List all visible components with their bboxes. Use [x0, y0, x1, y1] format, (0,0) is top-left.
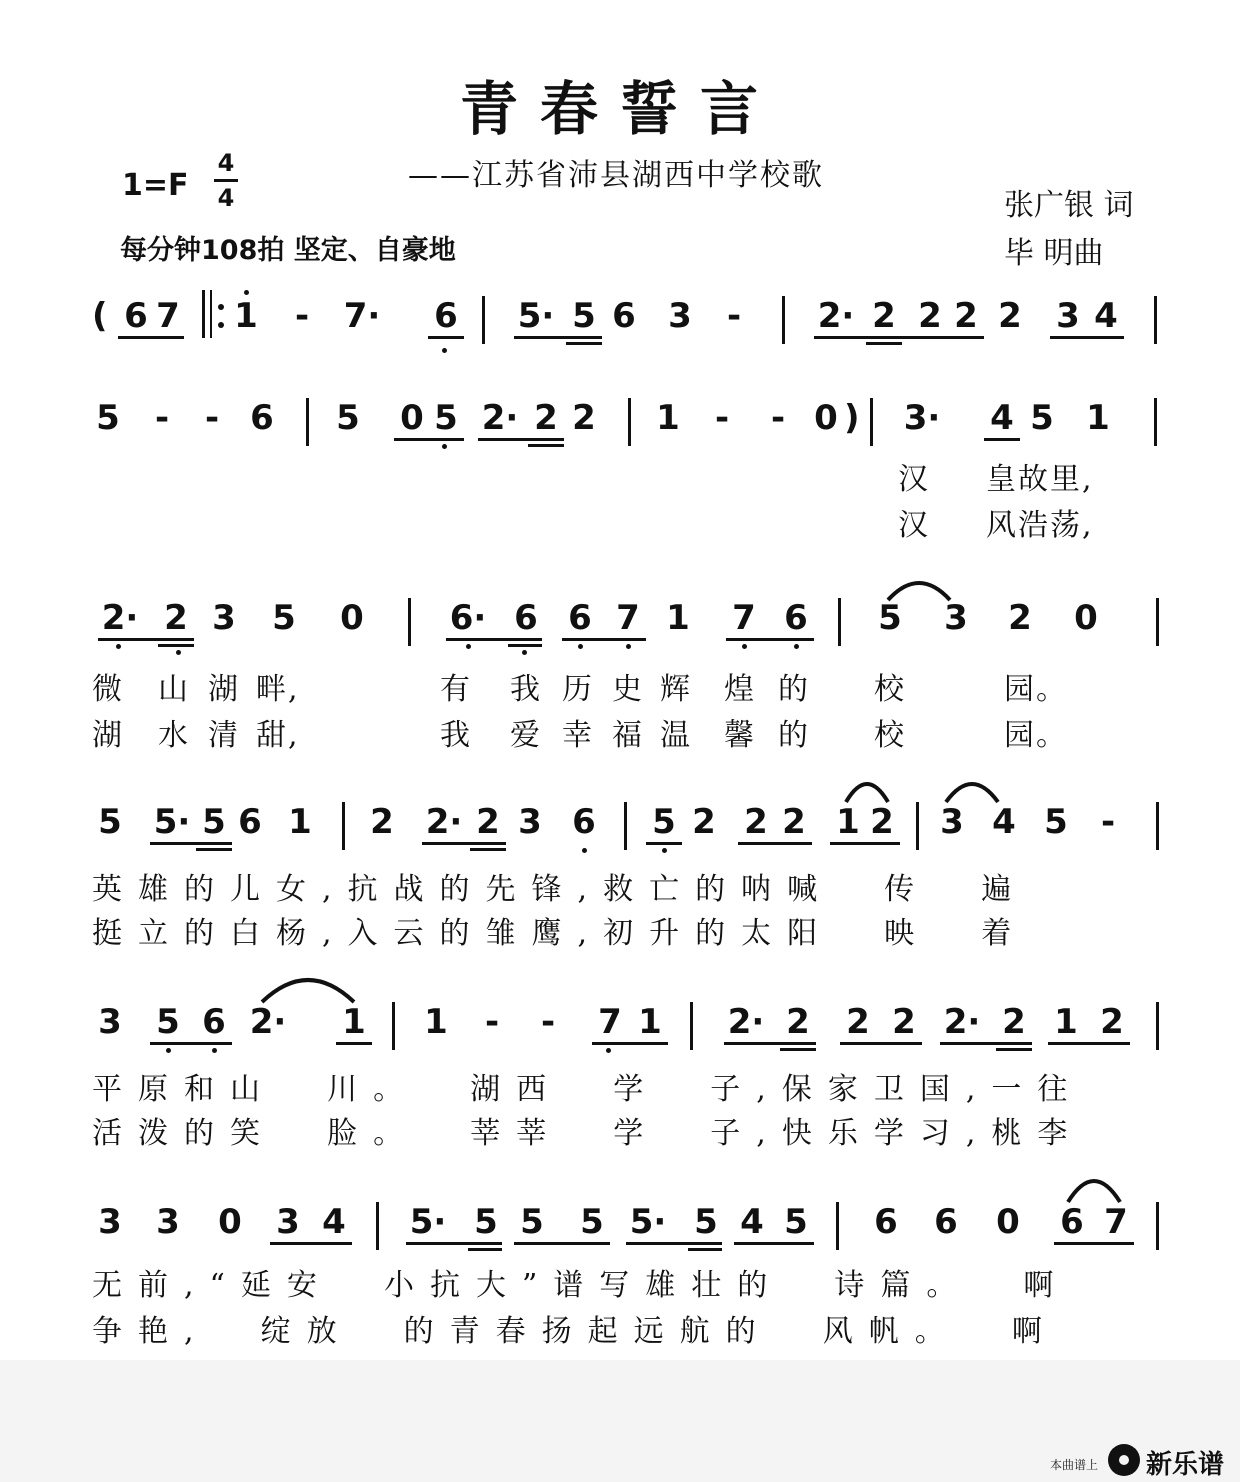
underline — [422, 842, 506, 845]
composer-credit: 毕 明曲 — [1004, 236, 1104, 271]
barline — [1156, 802, 1159, 850]
slur — [884, 574, 954, 604]
barline — [1156, 598, 1159, 646]
underline — [646, 842, 682, 845]
note: 5 — [98, 802, 122, 842]
note: 3 — [156, 1202, 180, 1242]
time-signature-bar — [214, 179, 238, 182]
barline — [836, 1202, 839, 1250]
note: 6 — [572, 802, 596, 842]
lyric: 的 — [778, 672, 810, 707]
note: 6 — [874, 1202, 898, 1242]
note: 5 — [434, 398, 458, 438]
slur — [842, 776, 892, 806]
underline — [336, 1042, 372, 1045]
repeat-barline-thin — [210, 290, 212, 338]
underline — [996, 1048, 1032, 1051]
underline — [196, 848, 232, 851]
note: 2 — [872, 296, 896, 336]
lyric: 幸 — [562, 718, 594, 753]
note: - — [154, 398, 170, 438]
note: 3 — [98, 1002, 122, 1042]
lyric: 煌 — [724, 672, 756, 707]
underline — [428, 336, 464, 339]
underline — [984, 438, 1020, 441]
underline — [734, 1242, 814, 1245]
lyric: 争艳, 绽放 的青春扬起远航的 风帆。 啊 — [92, 1314, 1058, 1349]
note: 5 — [96, 398, 120, 438]
note: 5· — [629, 1202, 667, 1242]
note: 5 — [784, 1202, 808, 1242]
lower-octave-dot — [116, 644, 121, 649]
time-signature-bottom: 4 — [217, 184, 235, 212]
note: 2 — [846, 1002, 870, 1042]
note: 6 — [514, 598, 538, 638]
repeat-barline-thick — [202, 290, 205, 338]
underline — [780, 1048, 816, 1051]
time-signature-top: 4 — [217, 149, 235, 177]
underline — [394, 438, 464, 441]
close-paren: ) — [844, 398, 860, 438]
slur — [942, 776, 1002, 806]
note: 2· — [943, 1002, 981, 1042]
barline — [838, 598, 841, 646]
underline — [514, 336, 602, 339]
lyric: 馨 — [724, 718, 756, 753]
lyric: 水 — [158, 718, 190, 753]
underline — [592, 1042, 668, 1045]
lower-octave-dot — [662, 848, 667, 853]
note: 5 — [272, 598, 296, 638]
note: 5· — [409, 1202, 447, 1242]
note: 2 — [572, 398, 596, 438]
note: 2 — [870, 802, 894, 842]
lyric: 湖 — [208, 672, 240, 707]
lower-octave-dot — [442, 444, 447, 449]
note: 6 — [434, 296, 458, 336]
note: 6 — [124, 296, 148, 336]
note: 5 — [336, 398, 360, 438]
underline — [726, 638, 814, 641]
note: 1 — [656, 398, 680, 438]
underline — [270, 1242, 352, 1245]
note: 5 — [474, 1202, 498, 1242]
note: 7 — [1104, 1202, 1128, 1242]
barline — [342, 802, 345, 850]
note: 5· — [517, 296, 555, 336]
underline — [514, 1242, 610, 1245]
note: 6 — [202, 1002, 226, 1042]
note: 3 — [940, 802, 964, 842]
note: - — [726, 296, 742, 336]
note: 2 — [370, 802, 394, 842]
lyric: 我 — [510, 672, 542, 707]
note: 7· — [343, 296, 381, 336]
note: 2 — [1002, 1002, 1026, 1042]
note: 5 — [878, 598, 902, 638]
barline — [916, 802, 919, 850]
underline — [150, 842, 232, 845]
lyric: 辉 — [660, 672, 692, 707]
note: 6 — [568, 598, 592, 638]
note: 2 — [534, 398, 558, 438]
note: 0 — [996, 1202, 1020, 1242]
note: 7 — [598, 1002, 622, 1042]
lyric: 校 — [874, 718, 906, 753]
underline — [528, 444, 564, 447]
note: 5 — [202, 802, 226, 842]
barline — [628, 398, 631, 446]
barline — [870, 398, 873, 446]
lyric: 微 — [92, 672, 124, 707]
lower-octave-dot — [442, 348, 447, 353]
note: - — [1100, 802, 1116, 842]
lower-octave-dot — [578, 644, 583, 649]
note: - — [714, 398, 730, 438]
note: 4 — [992, 802, 1016, 842]
lyric: 园。 — [1004, 718, 1068, 753]
note: 4 — [990, 398, 1014, 438]
note: 3· — [903, 398, 941, 438]
lyric: 爱 — [510, 718, 542, 753]
lower-octave-dot — [466, 644, 471, 649]
watermark-brand: 新乐谱 — [1146, 1450, 1225, 1480]
slur — [1064, 1172, 1124, 1206]
lyric: 汉 — [898, 462, 930, 497]
repeat-dot — [218, 322, 224, 328]
watermark-note: 本曲谱上 — [1050, 1458, 1099, 1472]
lyric: 史 — [612, 672, 644, 707]
note: 2· — [481, 398, 519, 438]
note: 2 — [476, 802, 500, 842]
lower-octave-dot — [606, 1048, 611, 1053]
lyric: 英雄的儿女,抗战的先锋,救亡的呐喊 传 遍 — [92, 872, 1028, 907]
lyric: 甜, — [256, 718, 300, 753]
lyric: 平原和山 川。 湖西 学 子,保家卫国,一往 — [92, 1072, 1084, 1107]
note: 5· — [153, 802, 191, 842]
open-paren: ( — [92, 296, 108, 336]
note: 2 — [782, 802, 806, 842]
barline — [1156, 1202, 1159, 1250]
underline — [508, 644, 542, 647]
underline — [626, 1242, 722, 1245]
note: 1 — [424, 1002, 448, 1042]
barline — [624, 802, 627, 850]
note: 1 — [638, 1002, 662, 1042]
note: 3 — [212, 598, 236, 638]
underline — [940, 1042, 1032, 1045]
note: 4 — [322, 1202, 346, 1242]
key-signature: 1=F — [122, 168, 189, 203]
lyric: 福 — [612, 718, 644, 753]
note: 5 — [1044, 802, 1068, 842]
barline — [408, 598, 411, 646]
note: 5 — [580, 1202, 604, 1242]
song-title: 青春誓言 — [459, 75, 780, 143]
underline — [724, 1042, 816, 1045]
tempo-marking: 每分钟108拍 坚定、自豪地 — [120, 235, 456, 266]
lower-octave-dot — [794, 644, 799, 649]
note: 7 — [732, 598, 756, 638]
underline — [446, 638, 542, 641]
upper-octave-dot — [244, 290, 249, 295]
note: 6 — [612, 296, 636, 336]
underline — [830, 842, 900, 845]
note: 2· — [101, 598, 139, 638]
underline — [562, 638, 646, 641]
barline — [482, 296, 485, 344]
note: 6· — [449, 598, 487, 638]
note: 2 — [164, 598, 188, 638]
note: 0 — [400, 398, 424, 438]
note: 5 — [652, 802, 676, 842]
underline — [866, 342, 902, 345]
lower-octave-dot — [212, 1048, 217, 1053]
underline — [1048, 1042, 1130, 1045]
underline — [814, 336, 984, 339]
underline — [1050, 336, 1124, 339]
repeat-dot — [218, 304, 224, 310]
note: 3 — [944, 598, 968, 638]
note: 7 — [616, 598, 640, 638]
lyric: 汉 — [898, 508, 930, 543]
underline — [468, 1248, 502, 1251]
note: - — [204, 398, 220, 438]
note: 1 — [342, 1002, 366, 1042]
note: 5 — [694, 1202, 718, 1242]
barline — [690, 1002, 693, 1050]
lyric: 我 — [440, 718, 472, 753]
note: 3 — [518, 802, 542, 842]
lyric: 挺立的白杨,入云的雏鹰,初升的太阳 映 着 — [92, 916, 1028, 951]
lower-octave-dot — [626, 644, 631, 649]
note: 1 — [234, 296, 258, 336]
note: 0 — [340, 598, 364, 638]
note: 2 — [1008, 598, 1032, 638]
lower-octave-dot — [742, 644, 747, 649]
note: 2 — [892, 1002, 916, 1042]
disc-logo-icon — [1108, 1444, 1140, 1476]
note: 6 — [784, 598, 808, 638]
lyric: 的 — [778, 718, 810, 753]
note: - — [484, 1002, 500, 1042]
note: 1 — [1086, 398, 1110, 438]
lower-octave-dot — [166, 1048, 171, 1053]
note: 1 — [836, 802, 860, 842]
barline — [1154, 296, 1157, 344]
note: 2 — [744, 802, 768, 842]
note: 2 — [786, 1002, 810, 1042]
note: 0 — [218, 1202, 242, 1242]
note: 0 — [814, 398, 838, 438]
note: 2 — [1100, 1002, 1124, 1042]
note: 2 — [918, 296, 942, 336]
note: - — [294, 296, 310, 336]
song-subtitle: ——江苏省沛县湖西中学校歌 — [408, 158, 824, 193]
note: 6 — [934, 1202, 958, 1242]
lower-octave-dot — [176, 650, 181, 655]
underline — [470, 848, 506, 851]
underline — [478, 438, 564, 441]
barline — [392, 1002, 395, 1050]
note: 2 — [998, 296, 1022, 336]
note: 2· — [817, 296, 855, 336]
lyricist-credit: 张广银 词 — [1004, 188, 1134, 223]
note: 0 — [1074, 598, 1098, 638]
note: 2 — [954, 296, 978, 336]
note: 5 — [1030, 398, 1054, 438]
slur — [258, 972, 358, 1006]
note: 5 — [520, 1202, 544, 1242]
note: 2· — [425, 802, 463, 842]
note: 2· — [249, 1002, 287, 1042]
lyric: 湖 — [92, 718, 124, 753]
note: - — [770, 398, 786, 438]
note: 3 — [1056, 296, 1080, 336]
barline — [306, 398, 309, 446]
note: 3 — [668, 296, 692, 336]
lyric: 校 — [874, 672, 906, 707]
note: 1 — [288, 802, 312, 842]
lyric: 温 — [660, 718, 692, 753]
barline — [376, 1202, 379, 1250]
barline — [1156, 1002, 1159, 1050]
underline — [1054, 1242, 1134, 1245]
note: 2 — [692, 802, 716, 842]
barline — [1154, 398, 1157, 446]
underline — [118, 336, 184, 339]
note: 6 — [1060, 1202, 1084, 1242]
note: 1 — [666, 598, 690, 638]
note: 4 — [1094, 296, 1118, 336]
note: 3 — [276, 1202, 300, 1242]
lyric: 园。 — [1004, 672, 1068, 707]
watermark-footer — [0, 1360, 1240, 1482]
lyric: 有 — [440, 672, 472, 707]
underline — [158, 644, 194, 647]
barline — [782, 296, 785, 344]
note: 2· — [727, 1002, 765, 1042]
underline — [98, 638, 194, 641]
lyric: 清 — [208, 718, 240, 753]
note: 6 — [238, 802, 262, 842]
underline — [406, 1242, 502, 1245]
time-signature — [214, 148, 238, 213]
lyric: 畔, — [256, 672, 300, 707]
lyric: 历 — [562, 672, 594, 707]
underline — [688, 1248, 722, 1251]
note: - — [540, 1002, 556, 1042]
note: 6 — [250, 398, 274, 438]
note: 4 — [740, 1202, 764, 1242]
underline — [566, 342, 602, 345]
underline — [150, 1042, 232, 1045]
note: 1 — [1054, 1002, 1078, 1042]
note: 7 — [156, 296, 180, 336]
note: 5 — [156, 1002, 180, 1042]
note: 5 — [572, 296, 596, 336]
lower-octave-dot — [522, 650, 527, 655]
underline — [840, 1042, 922, 1045]
underline — [738, 842, 812, 845]
lyric: 皇故里, — [986, 462, 1094, 497]
lyric: 活泼的笑 脸。 莘莘 学 子,快乐学习,桃李 — [92, 1116, 1084, 1151]
note: 3 — [98, 1202, 122, 1242]
lyric: 山 — [158, 672, 190, 707]
lyric: 风浩荡, — [986, 508, 1094, 543]
lyric: 无前,“延安 小抗大”谱写雄壮的 诗篇。 啊 — [92, 1268, 1070, 1303]
lower-octave-dot — [582, 848, 587, 853]
